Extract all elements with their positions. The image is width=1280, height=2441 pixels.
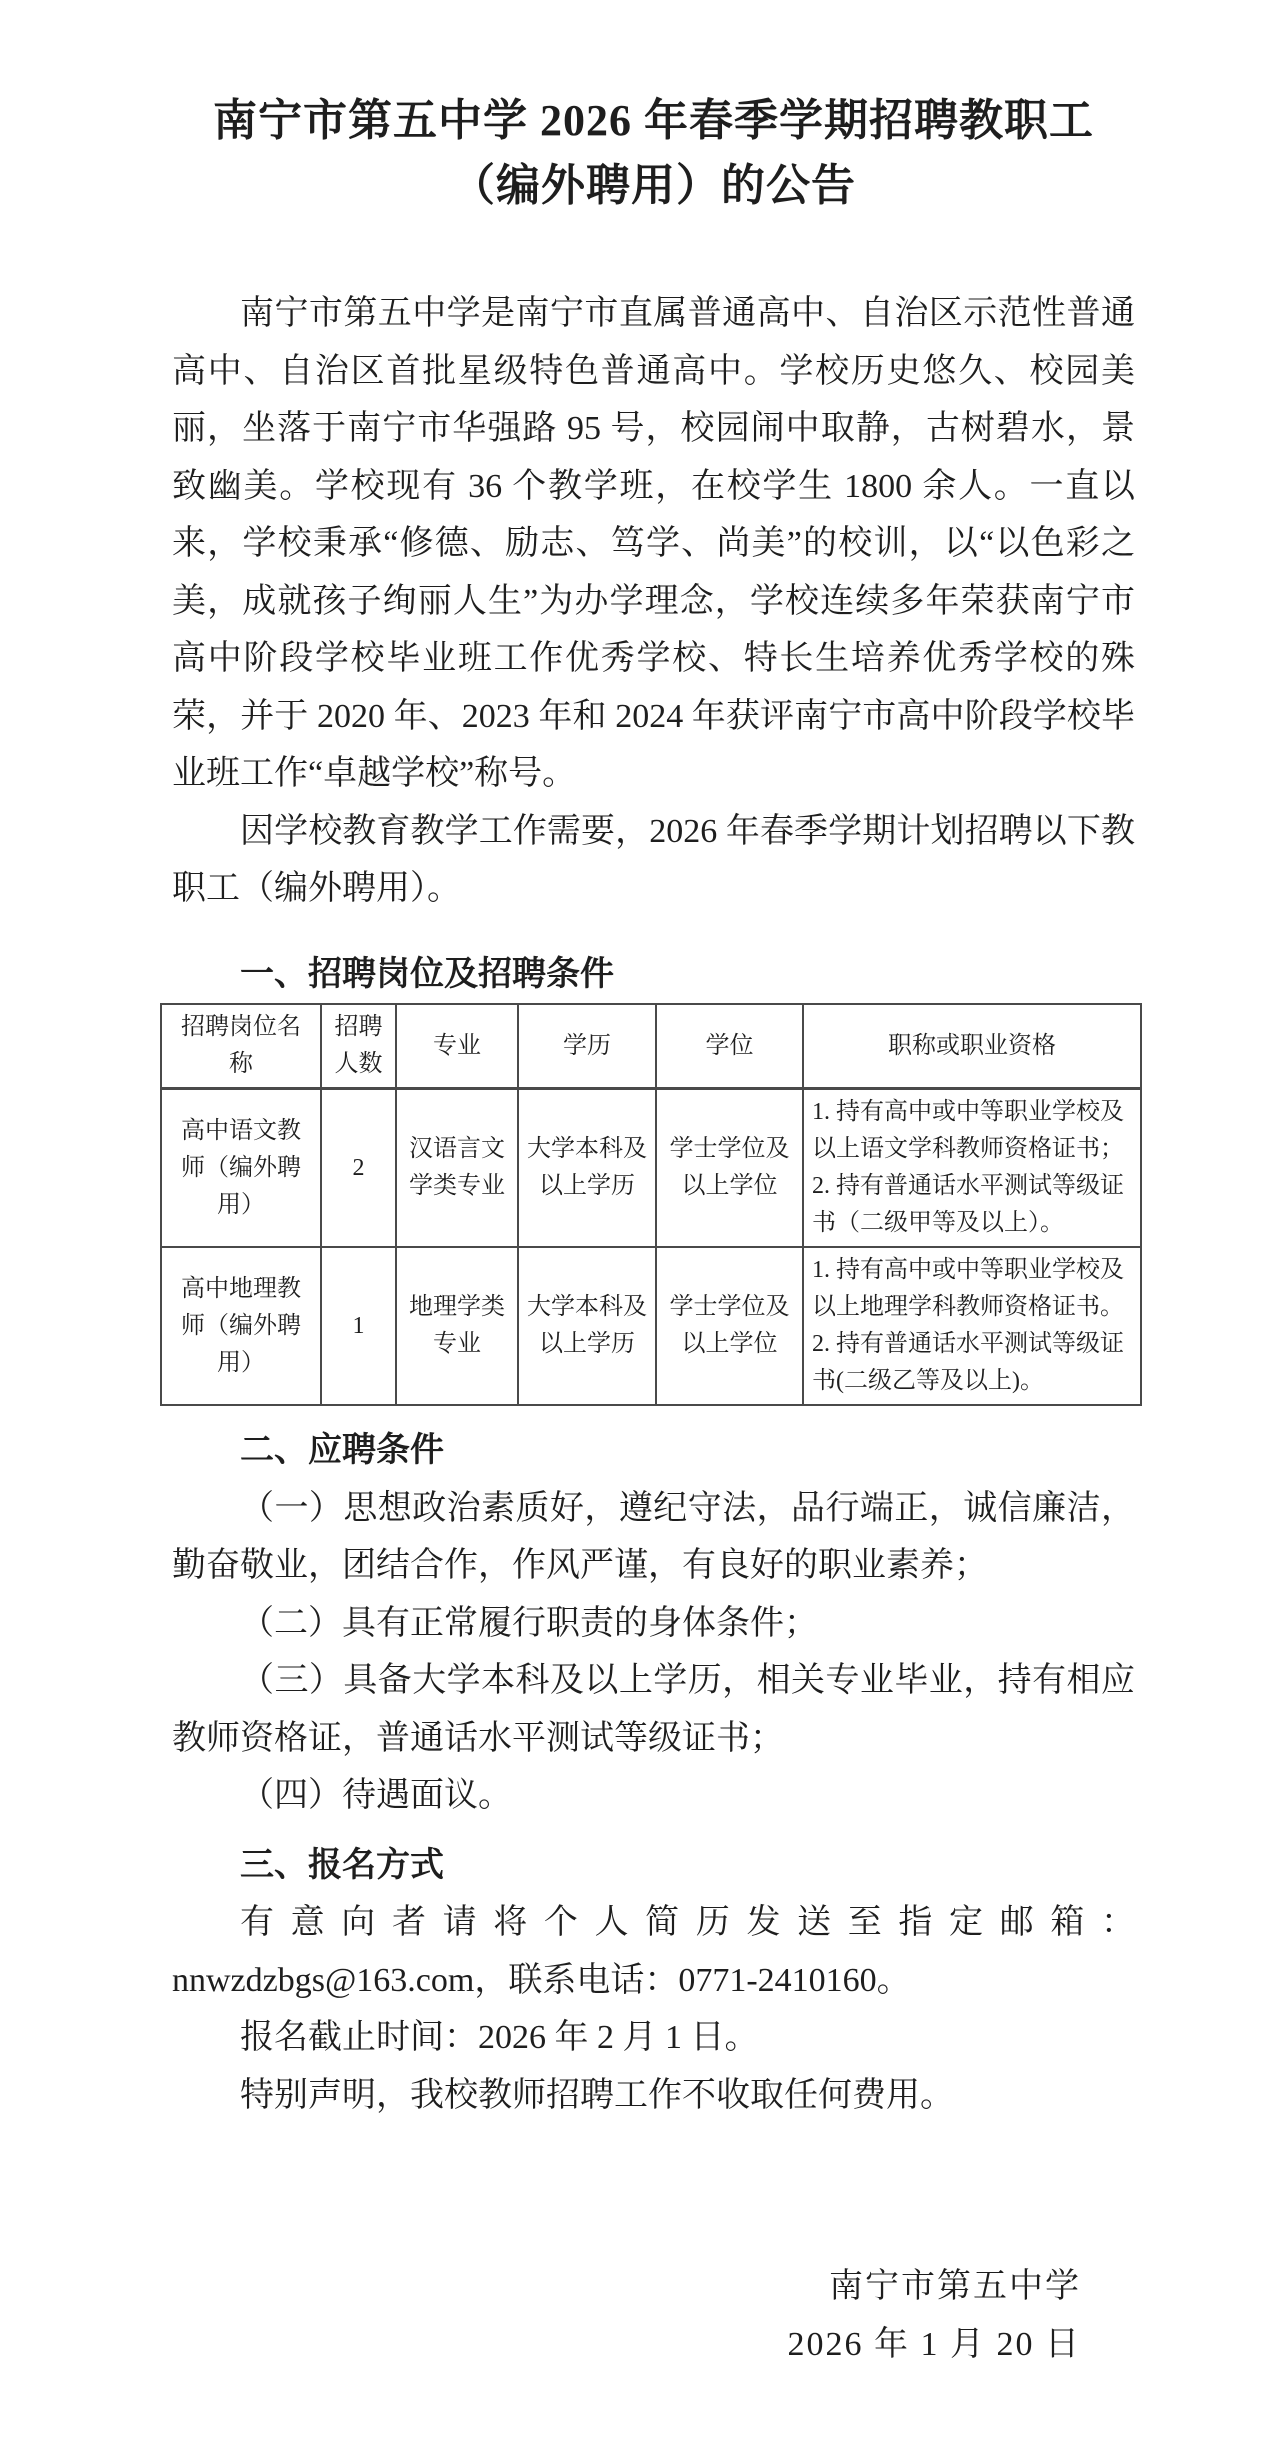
document-title-line1: 南宁市第五中学 2026 年春季学期招聘教职工 — [213, 96, 1094, 145]
apply-instruction-line: 有意向者请将个人简历发送至指定邮箱： — [240, 1904, 1135, 1941]
cell-count: 2 — [321, 1089, 396, 1248]
table-header-major: 专业 — [396, 1004, 518, 1089]
cell-education: 大学本科及以上学历 — [518, 1247, 656, 1405]
table-header-row — [161, 1004, 1141, 1089]
table-row-geography-teacher — [161, 1247, 1141, 1405]
signature-organization: 南宁市第五中学 — [829, 2268, 1081, 2305]
qualification-item: 2. 持有普通话水平测试等级证书（二级甲等及以上）。 — [812, 1173, 1124, 1236]
document-title — [172, 0, 1135, 218]
disclaimer-line: 特别声明，我校教师招聘工作不收取任何费用。 — [240, 2076, 954, 2114]
cell-qualification — [803, 1089, 1141, 1248]
cell-degree: 学士学位及以上学位 — [656, 1089, 803, 1248]
intro-paragraph-1: 南宁市第五中学是南宁市直属普通高中、自治区示范性普通高中、自治区首批星级特色普通高中。学校历史悠久、校园美丽，坐落于南宁市华强路 95 号，校园闹中取静，古树碧水，景致幽美。学校现有 36 个教学班，在校学生 1800 余人。一直以来，学校秉承“修德、励志、笃学、尚美”的校训，以“以色彩之美，成就孩子绚丽人生”为办学理念，学校连续多年荣获南宁市高中阶段学校毕业班工作优秀学校、特长生培养优秀学校的殊荣，并于 2020 年、2023 年和 2024 年获评南宁市高中阶段学校毕业班工作“卓越学校”称号。 — [172, 295, 1135, 792]
signature-date: 2026 年 1 月 20 日 — [787, 2325, 1081, 2363]
cell-count: 1 — [321, 1247, 396, 1405]
section-heading-registration-method: 三、报名方式 — [240, 1845, 444, 1884]
cell-major: 地理学类专业 — [396, 1247, 518, 1405]
recruit-positions-table — [160, 1003, 1142, 1406]
condition-item-2: （二）具有正常履行职责的身体条件； — [240, 1604, 818, 1642]
cell-qualification — [803, 1247, 1141, 1405]
document-title-line2: （编外聘用）的公告 — [451, 161, 856, 210]
cell-position: 高中地理教师（编外聘用） — [161, 1247, 321, 1405]
condition-item-1: （一）思想政治素质好，遵纪守法，品行端正，诚信廉洁，勤奋敬业，团结合作，作风严谨，有良好的职业素养； — [172, 1489, 1135, 1584]
cell-degree: 学士学位及以上学位 — [656, 1247, 803, 1405]
table-header-count: 招聘人数 — [321, 1004, 396, 1089]
table-header-education: 学历 — [518, 1004, 656, 1089]
table-row-chinese-teacher — [161, 1089, 1141, 1248]
condition-item-4: （四）待遇面议。 — [240, 1777, 512, 1814]
condition-item-3: （三）具备大学本科及以上学历，相关专业毕业，持有相应教师资格证，普通话水平测试等级证书； — [172, 1662, 1135, 1757]
section-heading-application-conditions: 二、应聘条件 — [240, 1431, 444, 1469]
intro-paragraph-2: 因学校教育教学工作需要，2026 年春季学期计划招聘以下教职工（编外聘用）。 — [172, 812, 1135, 907]
table-header-degree: 学位 — [656, 1004, 803, 1089]
qualification-item: 2. 持有普通话水平测试等级证书(二级乙等及以上)。 — [812, 1331, 1124, 1394]
table-header-position: 招聘岗位名称 — [161, 1004, 321, 1089]
deadline-line: 报名截止时间：2026 年 2 月 1 日。 — [240, 2019, 759, 2056]
cell-education: 大学本科及以上学历 — [518, 1089, 656, 1248]
signature-block — [172, 2258, 1135, 2373]
table-header-qualification: 职称或职业资格 — [803, 1004, 1141, 1089]
contact-email-phone-line: nnwzdzbgs@163.com，联系电话：0771-2410160。 — [172, 1961, 911, 1999]
cell-position: 高中语文教师（编外聘用） — [161, 1089, 321, 1248]
cell-major: 汉语言文学类专业 — [396, 1089, 518, 1248]
qualification-item: 1. 持有高中或中等职业学校及以上语文学科教师资格证书； — [812, 1099, 1124, 1162]
qualification-item: 1. 持有高中或中等职业学校及以上地理学科教师资格证书。 — [812, 1257, 1124, 1320]
document-page — [172, 0, 1135, 2373]
section-heading-recruit-positions: 一、招聘岗位及招聘条件 — [240, 954, 614, 993]
